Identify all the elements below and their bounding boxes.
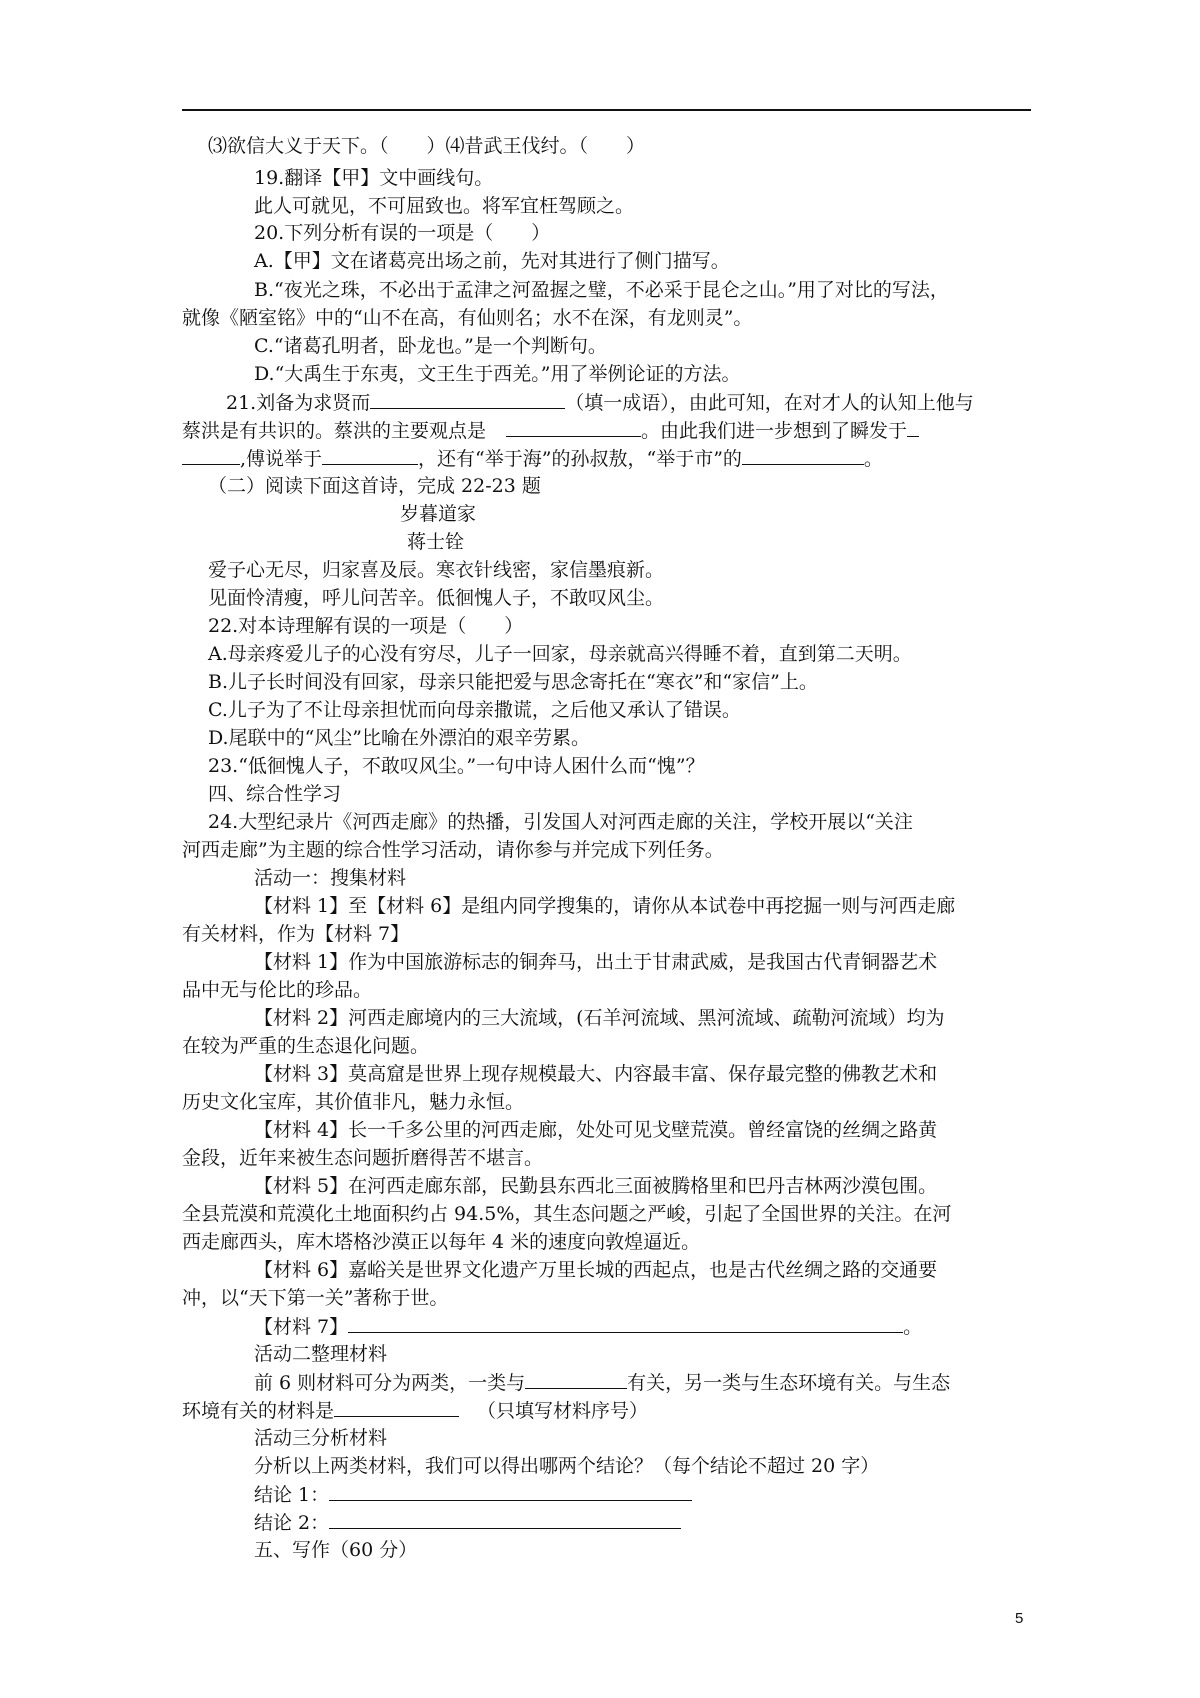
q21-line1 [226,390,974,415]
material-3-cont: 历史文化宝库，其价值非凡，魅力永恒。 [182,1091,525,1113]
q22-prompt: 22.对本诗理解有误的一项是（ ） [208,615,524,637]
material-4: 【材料 4】长一千多公里的河西走廊，处处可见戈壁荒漠。曾经富饶的丝绸之路黄 [254,1119,938,1141]
poem-author: 蒋士铨 [407,531,465,553]
q21-text-b: （填一成语），由此可知，在对才人的认知上他与 [565,392,974,414]
q20-option-a: A.【甲】文在诸葛亮出场之前，先对其进行了侧门描写。 [254,250,730,272]
q19-sentence: 此人可就见，不可屈致也。将军宜枉驾顾之。 [254,195,635,217]
q20-option-c: C.“诸葛孔明者，卧龙也。”是一个判断句。 [254,335,607,357]
materials-intro-cont: 有关材料，作为【材料 7】 [182,923,410,945]
activity-2-blank-numbers[interactable] [334,1398,459,1417]
q20-option-d: D.“大禹生于东夷，文王生于西羌。”用了举例论证的方法。 [254,363,741,385]
material-2: 【材料 2】河西走廊境内的三大流域，(石羊河流域、黑河流域、疏勒河流域）均为 [254,1007,945,1029]
material-2-cont: 在较为严重的生态退化问题。 [182,1035,430,1057]
activity-2-text-b: 有关，另一类与生态环境有关。与生态 [627,1372,951,1394]
section-5-heading: 五、写作（60 分） [254,1539,418,1561]
activity-2-text-d: （只填写材料序号） [477,1400,649,1422]
q21-line2 [182,418,919,443]
q21-blank-shun-end[interactable] [907,418,919,437]
materials-intro: 【材料 1】至【材料 6】是组内同学搜集的，请你从本试卷中再挖掘一则与河西走廊 [254,895,956,917]
header-rule [182,109,1031,111]
material-4-cont: 金段，近年来被生态问题折磨得苦不堪言。 [182,1147,544,1169]
q21-text-f: ，还有“举于海”的孙叔敖，“举于市”的 [418,448,742,470]
conclusion-2-blank[interactable] [329,1510,681,1529]
q21-line3 [182,446,883,471]
material-5: 【材料 5】在河西走廊东部，民勤县东西北三面被腾格里和巴丹吉林两沙漠包围。 [254,1175,938,1197]
q19-prompt: 19.翻译【甲】文中画线句。 [254,167,494,189]
conclusion-1-blank[interactable] [329,1482,692,1501]
q21-text-e: ,傅说举于 [240,448,323,470]
q24-intro-cont: 河西走廊”为主题的综合性学习活动，请你参与并完成下列任务。 [182,839,724,861]
q21-blank-fuyue[interactable] [322,446,418,465]
material-3: 【材料 3】莫高窟是世界上现存规模最大、内容最丰富、保存最完整的佛教艺术和 [254,1063,938,1085]
section-4-heading: 四、综合性学习 [208,783,342,805]
poem-title: 岁暮道家 [400,503,477,525]
q21-text-a: 21.刘备为求贤而 [226,392,371,414]
q20-option-b: B.“夜光之珠，不必出于孟津之河盈握之璧，不必采于昆仑之山。”用了对比的写法， [254,279,949,301]
section-2-heading: （二）阅读下面这首诗，完成 22-23 题 [208,475,541,497]
material-6: 【材料 6】嘉峪关是世界文化遗产万里长城的西起点，也是古代丝绸之路的交通要 [254,1259,938,1281]
q21-blank-shun[interactable] [182,446,240,465]
activity-2-blank-category[interactable] [525,1370,627,1389]
material-7-blank[interactable] [348,1314,903,1333]
material-7-label: 【材料 7】 [254,1316,349,1338]
activity-2-title: 活动二整理材料 [254,1343,388,1365]
material-7-end: 。 [903,1316,923,1338]
q21-blank-idiom[interactable] [370,390,565,409]
material-6-cont: 冲，以“天下第一关”著称于世。 [182,1287,449,1309]
q22-option-c: C.儿子为了不让母亲担忧而向母亲撒谎，之后他又承认了错误。 [208,699,741,721]
material-7-line [254,1314,922,1339]
q21-text-c: 蔡洪是有共识的。蔡洪的主要观点是 [182,420,487,442]
q21-text-d: 。由此我们进一步想到了瞬发于 [641,420,908,442]
conclusion-2-label: 结论 2： [254,1512,330,1534]
q20-option-b-cont: 就像《陋室铭》中的“山不在高，有仙则名；水不在深，有龙则灵”。 [182,307,753,329]
q23-prompt: 23.“低徊愧人子，不敢叹风尘。”一句中诗人困什么而“愧”？ [208,755,705,777]
q22-option-d: D.尾联中的“风尘”比喻在外漂泊的艰辛劳累。 [208,727,591,749]
activity-2-text-a: 前 6 则材料可分为两类，一类与 [254,1372,526,1394]
activity-2-line1 [254,1370,950,1395]
conclusion-1-line [254,1482,692,1507]
activity-2-line2 [182,1398,648,1423]
poem-line-1: 爱子心无尽，归家喜及辰。寒衣针线密，家信墨痕新。 [208,559,665,581]
material-1-cont: 品中无与伦比的珍品。 [182,979,373,1001]
material-1: 【材料 1】作为中国旅游标志的铜奔马，出土于甘肃武威，是我国古代青铜器艺术 [254,951,938,973]
q21-blank-market[interactable] [742,446,864,465]
activity-1-title: 活动一：搜集材料 [254,867,407,889]
activity-3-title: 活动三分析材料 [254,1427,388,1449]
conclusion-2-line [254,1510,681,1535]
poem-line-2: 见面怜清瘦，呼儿问苦辛。低徊愧人子，不敢叹风尘。 [208,587,665,609]
conclusion-1-label: 结论 1： [254,1484,330,1506]
activity-2-text-c: 环境有关的材料是 [182,1400,335,1422]
q21-text-g: 。 [863,448,883,470]
q20-prompt: 20.下列分析有误的一项是（ ） [254,222,551,244]
q18-items-line: ⑶欲信大义于天下。（ ）⑷昔武王伐纣。（ ） [208,135,646,157]
q22-option-a: A.母亲疼爱儿子的心没有穷尽，儿子一回家，母亲就高兴得睡不着，直到第二天明。 [208,643,912,665]
q24-intro: 24.大型纪录片《河西走廊》的热播，引发国人对河西走廊的关注，学校开展以“关注 [208,811,913,833]
activity-3-question: 分析以上两类材料，我们可以得出哪两个结论？（每个结论不超过 20 字） [254,1455,880,1477]
page-number: 5 [1015,1610,1024,1627]
material-5-cont: 全县荒漠和荒漠化土地面积约占 94.5%，其生态问题之严峻，引起了全国世界的关注。在河 [182,1203,952,1225]
q22-option-b: B.儿子长时间没有回家，母亲只能把爱与思念寄托在“寒衣”和“家信”上。 [208,671,818,693]
q21-blank-view[interactable] [506,418,641,437]
material-5-cont2: 西走廊西头，库木塔格沙漠正以每年 4 米的速度向敦煌逼近。 [182,1231,701,1253]
